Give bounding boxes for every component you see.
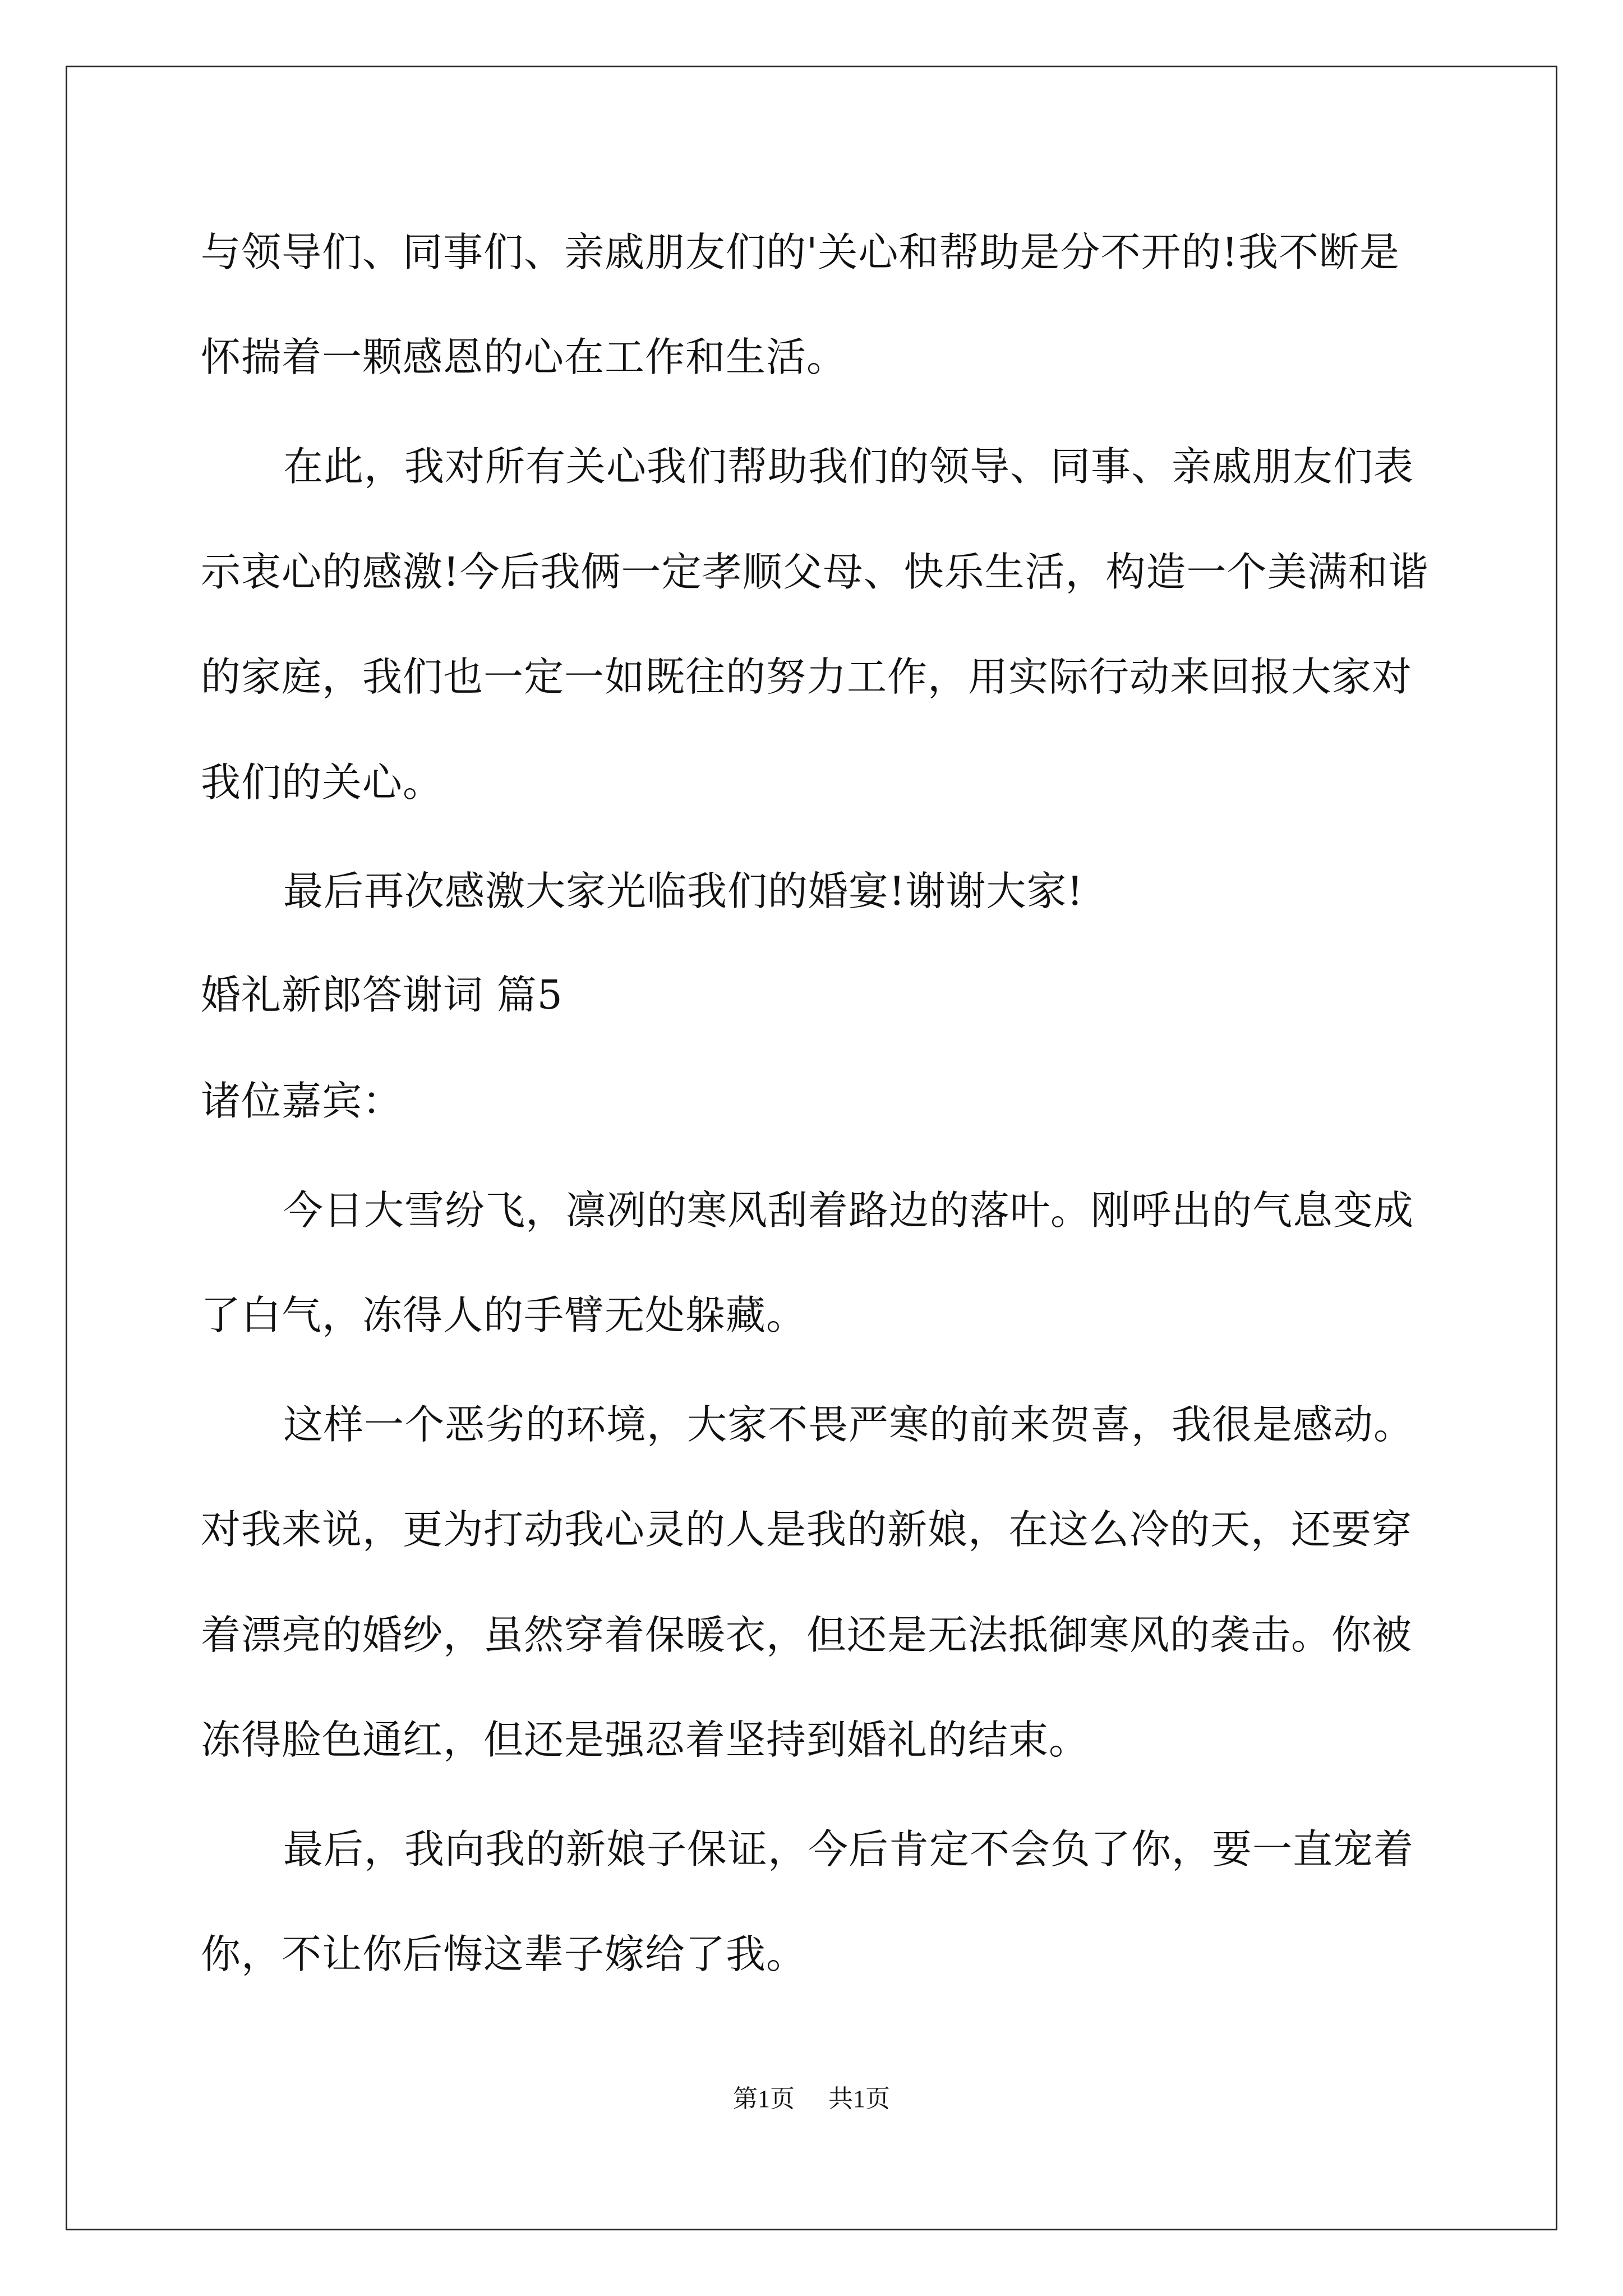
body-line: 示衷心的感激!今后我俩一定孝顺父母、快乐生活，构造一个美满和谐	[201, 549, 1429, 595]
body-line: 在此，我对所有关心我们帮助我们的领导、同事、亲戚朋友们表	[283, 443, 1414, 490]
body-line: 的家庭，我们也一定一如既往的努力工作，用实际行动来回报大家对	[201, 654, 1413, 700]
body-line: 今日大雪纷飞，凛冽的寒风刮着路边的落叶。刚呼出的气息变成	[283, 1187, 1414, 1234]
page-total: 共1页	[828, 2085, 890, 2113]
body-line: 与领导们、同事们、亲戚朋友们的'关心和帮助是分不开的!我不断是	[201, 229, 1400, 275]
body-line: 最后再次感激大家光临我们的婚宴!谢谢大家!	[283, 868, 1084, 914]
body-line: 着漂亮的婚纱，虽然穿着保暖衣，但还是无法抵御寒风的袭击。你被	[201, 1612, 1413, 1658]
body-line: 了白气，冻得人的手臂无处躲藏。	[201, 1292, 807, 1338]
body-line: 最后，我向我的新娘子保证，今后肯定不会负了你，要一直宠着	[283, 1826, 1414, 1872]
page-footer	[0, 2083, 1623, 2115]
page-border	[66, 66, 1557, 2230]
body-line: 我们的关心。	[201, 759, 444, 806]
salutation: 诸位嘉宾：	[201, 1078, 403, 1124]
page-number: 第1页	[733, 2085, 795, 2113]
body-line: 怀揣着一颗感恩的心在工作和生活。	[201, 334, 847, 380]
body-line: 对我来说，更为打动我心灵的人是我的新娘，在这么冷的天，还要穿	[201, 1506, 1413, 1553]
body-line: 冻得脸色通红，但还是强忍着坚持到婚礼的结束。	[201, 1717, 1090, 1763]
section-heading: 婚礼新郎答谢词 篇5	[201, 972, 563, 1018]
body-line: 这样一个恶劣的环境，大家不畏严寒的前来贺喜，我很是感动。	[283, 1401, 1414, 1448]
body-line: 你，不让你后悔这辈子嫁给了我。	[201, 1931, 807, 1977]
